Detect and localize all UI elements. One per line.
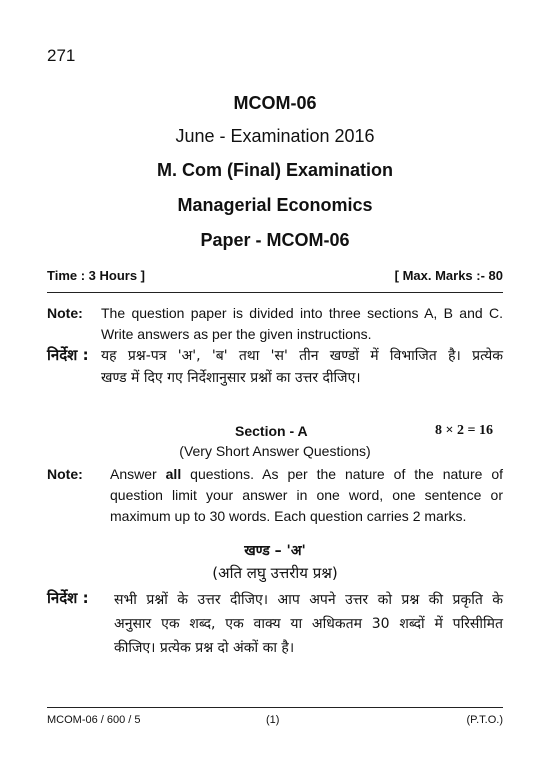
section-note-line: Answer all questions. As per the nature of the nature of (110, 466, 504, 482)
time-label: Time : 3 Hours ] (47, 268, 146, 283)
section-note-label: Note: (47, 466, 83, 482)
footer-code: MCOM-06 / 600 / 5 (47, 714, 141, 726)
subject-title: Managerial Economics (177, 195, 373, 215)
footer-pto: (P.T.O.) (466, 714, 503, 726)
hindi-note-label: निर्देश : (47, 346, 89, 364)
note-text (101, 303, 503, 345)
hindi-note-line: यह प्रश्न-पत्र 'अ', 'ब' तथा 'स' तीन खण्डों में विभाजित है। प्रत्येक (101, 348, 503, 364)
paper-title: Paper - MCOM-06 (200, 230, 350, 250)
note-label: Note: (47, 305, 83, 321)
hindi-section-note-text (114, 588, 503, 660)
max-marks-label: [ Max. Marks :- 80 (394, 268, 503, 283)
note-line: Write answers as per the given instructions. (101, 326, 372, 342)
section-a-title: Section - A (235, 423, 308, 439)
section-note-line: question limit your answer in one word, one sentence or (110, 487, 503, 503)
section-note-line: maximum up to 30 words. Each question carries 2 marks. (110, 508, 467, 524)
section-note-text (110, 464, 503, 527)
exam-session: June - Examination 2016 (175, 126, 375, 146)
page-number: 271 (47, 46, 76, 65)
hindi-note-line: खण्ड में दिए गए निर्देशानुसार प्रश्नों का उत्तर दीजिए। (101, 370, 361, 386)
hindi-section-subtitle: (अति लघु उत्तरीय प्रश्न) (212, 564, 338, 582)
hindi-section-title: खण्ड – 'अ' (244, 543, 306, 559)
course-code: MCOM-06 (233, 93, 317, 113)
footer-divider (47, 707, 503, 708)
section-a-subtitle: (Very Short Answer Questions) (179, 443, 371, 459)
hindi-section-note-line: अनुसार एक शब्द, एक वाक्य या अधिकतम 30 शब्दों में परिसीमित (114, 616, 503, 632)
footer-page: (1) (266, 714, 280, 726)
divider-line (47, 292, 503, 293)
note-line: The question paper is divided into three sections A, B and C. (101, 305, 503, 321)
hindi-section-note-line: कीजिए। प्रत्येक प्रश्न दो अंकों का है। (114, 640, 295, 656)
degree-title: M. Com (Final) Examination (156, 160, 393, 180)
hindi-section-note-label: निर्देश : (47, 589, 89, 607)
section-a-marks: 8 × 2 = 16 (435, 423, 493, 438)
hindi-note-text (101, 345, 503, 389)
hindi-section-note-line: सभी प्रश्नों के उत्तर दीजिए। आप अपने उत्तर को प्रश्न की प्रकृति के (114, 592, 503, 608)
